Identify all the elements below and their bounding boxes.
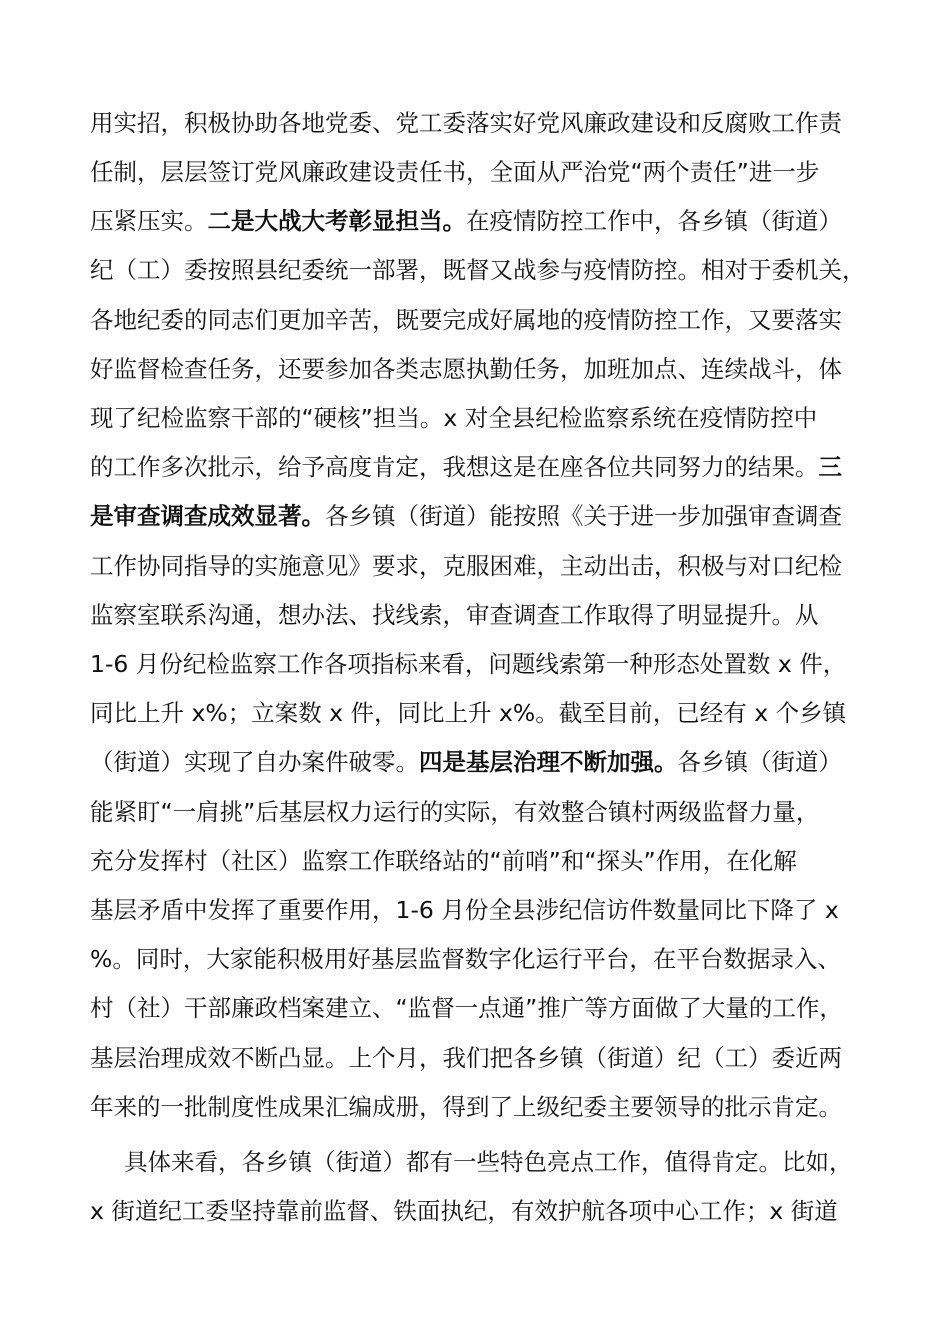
text-line [90,201,870,241]
text-run: 的工作多次批示，给予高度肯定，我想这是在座各位共同努力的结果。 [90,453,819,481]
text-line: %。同时，大家能积极用好基层监督数字化运行平台，在平台数据录入、 [90,945,841,973]
text-run: 压紧压实。 [90,207,208,235]
text-run: （街道）实现了自办案件破零。 [90,748,419,776]
text-line: 现了纪检监察干部的“硬核”担当。x 对全县纪检监察系统在疫情防控中 [90,404,818,432]
text-line: 任制，层层签订党风廉政建设责任书，全面从严治党“两个责任”进一步 [90,158,820,186]
text-line: 能紧盯“一肩挑”后基层权力运行的实际，有效整合镇村两级监督力量， [90,798,820,826]
bold-heading: 是审查调查成效显著。 [90,502,325,530]
text-line: 1-6 月份纪检监察工作各项指标来看，问题线索第一种形态处置数 x 件， [90,650,847,678]
text-line: 监察室联系沟通，想办法、找线索，审查调查工作取得了明显提升。从 [90,601,819,629]
text-line: 各地纪委的同志们更加辛苦，既要完成好属地的疫情防控工作，又要落实 [90,306,842,334]
text-run: 各乡镇（街道）能按照《关于进一步加强审查调查 [325,502,842,530]
text-line: 村（社）干部廉政档案建立、“监督一点通”推广等方面做了大量的工作， [90,994,843,1022]
text-line: 用实招，积极协助各地党委、党工委落实好党风廉政建设和反腐败工作责 [90,109,842,137]
text-line: 基层矛盾中发挥了重要作用，1-6 月份全县涉纪信访件数量同比下降了 x [90,896,839,924]
text-line: 好监督检查任务，还要参加各类志愿执勤任务，加班加点、连续战斗，体 [90,355,842,383]
text-line: 纪（工）委按照县纪委统一部署，既督又战参与疫情防控。相对于委机关， [90,256,866,284]
text-line: 充分发挥村（社区）监察工作联络站的“前哨”和“探头”作用，在化解 [90,847,797,875]
text-line [90,496,870,536]
text-line [90,447,870,487]
text-line: 基层治理成效不断凸显。上个月，我们把各乡镇（街道）纪（工）委近两 [90,1044,842,1072]
text-run: 各乡镇（街道） [677,748,842,776]
text-line: 同比上升 x%；立案数 x 件，同比上升 x%。截至目前，已经有 x 个乡镇 [90,699,847,727]
text-line: 工作协同指导的实施意见》要求，克服困难，主动出击，积极与对口纪检 [90,552,842,580]
text-line: 具体来看，各乡镇（街道）都有一些特色亮点工作，值得肯定。比如， [124,1148,853,1176]
text-run: 在疫情防控工作中，各乡镇（街道） [466,207,842,235]
bold-heading: 四是基层治理不断加强。 [419,748,678,776]
bold-heading: 三 [818,453,842,481]
text-line [90,742,870,782]
text-line: x 街道纪工委坚持靠前监督、铁面执纪，有效护航各项中心工作；x 街道 [90,1197,838,1225]
bold-heading: 二是大战大考彰显担当。 [207,207,466,235]
text-line: 年来的一批制度性成果汇编成册，得到了上级纪委主要领导的批示肯定。 [90,1093,842,1121]
